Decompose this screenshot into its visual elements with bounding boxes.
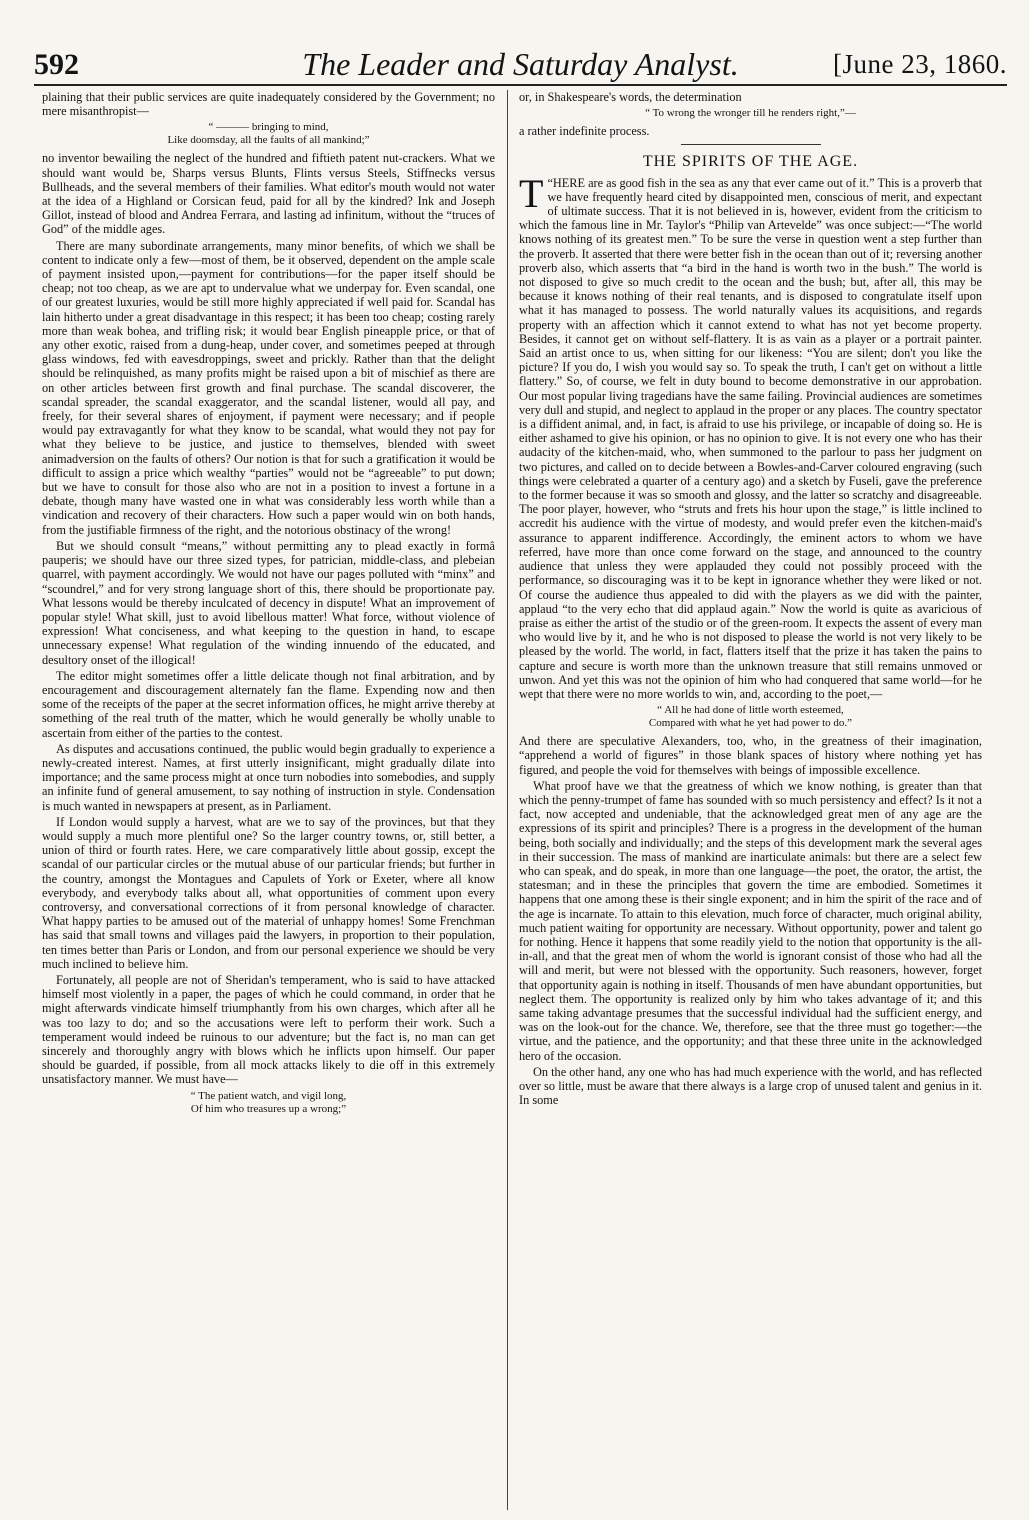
article-body-opening xyxy=(519,170,982,702)
right-column xyxy=(519,90,982,1510)
paragraph: What proof have we that the greatness of which we know nothing, is greater than that which the penny-trumpet of fame has sounded with so much persistency and effect? Is it not a fact, now accepted and undeniable, that the acknowledged great men of any age are the expressions of its spirit and principles? There is a progress in the development of the human being, both socially and individually; and the steps of this development mark the several ages in their succession. The mass of mankind are inarticulate animals: but there are a select few who can speak, and do speak, in more than one language—the poet, the orator, the artist, the statesman; and in these the principles that govern the time are embodied. Sometimes it happens that one among these is their single exponent; and in him the spirit of the race and of the age is incarnate. To attain to this elevation, much force of character, much original ability, much patient waiting for opportunity are necessary. Without opportunity, power and talent go for nothing. Hence it happens that some readily yield to the notion that opportunity is the all-in-all, and that the great men of whom the world is ignorant consist of those who had all the will and merit, but were not blessed with the opportunity. Such reasoners, however, forget that opportunity again is nothing in itself. Thousands of men have abundant opportunities, but neglect them. The opportunity is realized only by him who takes advantage of it; and this same taking advantage presumes that the successful individual had the sufficient energy, and was on the look-out for the chance. We, therefore, see that the three must go together:—the virtue, and the patience, and the opportunity; and that these three unite in the acknowledged hero of the occasion. xyxy=(519,778,982,1063)
paragraph: The editor might sometimes offer a little delicate though not final arbitration, and by encouragement and discouragement alternately fan the flame. Expending now and then some of the receipts of the paper at the secret information offices, he might arrive thereby at something of the real truth of the matter, which he would generally be wholly unable to ascertain from either of the parties to the contest. xyxy=(42,668,495,740)
verse-quote xyxy=(42,1090,495,1116)
paragraph: or, in Shakespeare's words, the determination xyxy=(519,90,742,104)
left-column xyxy=(42,90,495,1510)
paragraph: If London would supply a harvest, what are we to say of the provinces, but that they would supply a much more plentiful one? So the larger country towns, or, still better, a union of third or fourth rates. Here, we care comparatively little about gossip, except the scandal of our particular circles or the mutual abuse of our particular friends; but further in the country, amongst the Montagues and Capulets of York or Exeter, where all know everybody, and everybody talks about all, what opportunities of comment upon every controversy, and conversational corrections of it from personal knowledge of character. What happy parties to be amused out of the material of unhappy homes! Some Frenchman has said that small towns and villages paid the lawyers, in proportion to their population, ten times better than Paris or London, and from our personal experience we should be very much inclined to believe him. xyxy=(42,814,495,971)
column-divider xyxy=(507,90,508,1510)
section-divider xyxy=(681,144,821,145)
verse-line: “ All he had done of little worth esteemed, xyxy=(657,704,844,717)
article-title: THE SPIRITS OF THE AGE. xyxy=(642,153,859,171)
verse-line: Like doomsday, all the faults of all mankind;” xyxy=(167,134,370,147)
verse-line: “ The patient watch, and vigil long, xyxy=(190,1089,347,1102)
issue-date: [June 23, 1860. xyxy=(833,49,1007,79)
paragraph: no inventor bewailing the neglect of the hundred and fiftieth patent nut-crackers. What we should want would be, Sharps versus Blunts, Flints versus Steels, Stiffnecks versus Bullheads, and the several members of their families. What editor's mouth would not water at the idea of a Highland or Corsican feud, paid for all by the kindred? Ink and Joseph Gillot, instead of blood and Andrea Ferrara, and lasting ad infinitum, without the “truces of God” of the middle ages. xyxy=(42,151,495,237)
verse-line: Compared with what he yet had power to do.” xyxy=(648,717,853,730)
paragraph-text: “HERE are as good fish in the sea as any that ever came out of it.” This is a proverb that we have frequently heard cited by disappointed men, conscious of merit, and expectant of ultimate success. That it is not believed in is, however, evident from the criticism to which the famous line in Mr. Taylor's “Philip van Artevelde” was once subject:—“The world knows nothing of its greatest men.” To be sure the verse in question went a step further than the proverb. It asserted that there were better fish in the ocean than out of it; reversing another proverb also, which asserts that “a bird in the hand is worth two in the bush.” The world is not disposed to give so much credit to the ocean and the bush; but, after all, this may be because it knows nothing of their real tenants, and is disposed to congratulate itself upon what it has managed to possess. The world naturally values its acquisitions, and regards property with an affection which it cannot extend to what has not yet become property. Besides, it cannot get on without self-flattery. It is as vain as a player or a portrait painter. Said an artist once to us, when sitting for our likeness: “You are silent; don't you like the picture? If you do, I wish you would say so. To speak the truth, I can't get on without a little flattery.” So, of course, we felt in duty bound to become demonstrative in our approbation. Our most popular living tragedians have the same failing. Provincial audiences are sometimes very dull and stupid, and neglect to applaud in the proper or any places. The country spectator is a diffident animal, and, in fact, is afraid to use his privilege, or incapable of doing so. He is either ashamed to give his opinion, or has no opinion to give. It is not every one who has their audacity of the kitchen-maid, who, when summoned to the parlour to pass her judgment on two pictures, and called on to decide between a Bowles-and-Carver coloured engraving (such things were celebrated a quarter of a century ago) and a sketch by Fuseli, gave the preference to the former because it was so smooth and glossy, and the latter so scratchy and disagreeable. The poor player, however, who “struts and frets his hour upon the stage,” is little inclined to accredit his audience with the virtue of modesty, and would prefer even the kitchen-maid's assurance to apparent indifference. Accordingly, the eminent actors to whom we have referred, have more than once come forward on the stage, and announced to the country audience that unless they were applauded they could not possibly proceed with the performance, so discouraging was it to be kept in ignorance whether they were liked or not. Of course the audience thus appealed to did with the players as we did with the painter, applaud “to the very echo that did applaud again.” Now the world is quite as avaricious of praise as either the artist of the studio or of the green-room. It expects the assent of every man who would live by it, and he who is not disposed to please the world is not very likely to be pleased by the world. The world, in fact, flatters itself that the prize it has taken the pains to capture and secure is worth more than the unknown treasure that still remains unmoved or unwon. And yet this was not the opinion of him who had conquered that same world—for he wept that there were no more worlds to win, and, according to the poet,— xyxy=(519,175,982,701)
page-header xyxy=(34,44,1007,86)
verse-line: “ To wrong the wronger till he renders right,”— xyxy=(645,107,856,120)
paragraph: a rather indefinite process. xyxy=(519,124,650,139)
paragraph: On the other hand, any one who has had much experience with the world, and has reflected over so little, must be aware that there always is a large crop of unused talent and genius in it. In some xyxy=(519,1064,982,1108)
publication-title: The Leader and Saturday Analyst. xyxy=(302,46,739,82)
verse-quote xyxy=(519,704,982,730)
verse-line: Of him who treasures up a wrong;” xyxy=(190,1102,347,1115)
verse-quote xyxy=(42,121,495,147)
paragraph: plaining that their public services are quite inadequately considered by the Government; no mere misanthropist— xyxy=(42,90,495,119)
paragraph: Fortunately, all people are not of Sheridan's temperament, who is said to have attacked himself most violently in a paper, the pages of which he could command, in order that he might afterwards vindicate himself triumphantly from his own charges, which after all he was too lazy to do; and so the accusations were left to perform their work. Such a temperament would indeed be ruinous to our adventure; but the fact is, no man can get sincerely and thoroughly angry with blows which he inflicts upon himself. Our paper should be guarded, if possible, from all mock attacks likely to die off in this extremely unsatisfactory manner. We must have— xyxy=(42,972,495,1087)
paragraph: And there are speculative Alexanders, too, who, in the greatness of their imagination, “apprehend a world of figures” in those blank spaces of history where nothing yet has figured, and people the void for themselves with beings of impossible excellence. xyxy=(519,734,982,777)
page-number: 592 xyxy=(34,48,79,81)
paragraph: But we should consult “means,” without permitting any to plead exactly in formâ pauperis; we should have our three sized types, for patrician, middle-class, and plebeian quarrel, with payment accordingly. We would not have our pages polluted with “minx” and “scoundrel,” and for very strong language short of this, there should be proportionate pay. What lessons would be thereby inculcated of decency in dispute! What an improvement of popular style! What skill, just to avoid libellous matter! What force, without violence of expression! What conciseness, and what keeping to the question in hand, to escape unnecessary expense! What regulation of the winding innuendo of the educated, and desultory onset of the illogical! xyxy=(42,538,495,667)
verse-quote xyxy=(519,107,982,120)
drop-cap: T xyxy=(519,170,544,216)
verse-line: “ ——— bringing to mind, xyxy=(208,121,329,134)
paragraph: There are many subordinate arrangements, many minor benefits, of which we shall be content to indicate only a few—most of them, be it observed, dependent on the ample scale of payment insisted upon,—payment for contributions—for the paper itself should be cheap; not too cheap, as we are apt to undervalue what we underpay for. Even scandal, one of our greatest luxuries, would be still more highly appreciated if well paid for. Scandal has lain hitherto under a great disadvantage in this respect; it has been too cheap; costing rarely more than weak bohea, and trifling risk; it would bear English pineapple price, or that of any other exotic, raised from a dung-heap, under cover, and sometimes peeped at through glass windows, fed with eavesdroppings, sweet and prickly. Rather than that the delight should be relinquished, as many profits might be raised upon a bit of mischief as there are on other articles between first growth and final purchase. The scandal discoverer, the scandal spreader, the scandal exaggerator, and the scandal listener, would all pay, and freely, for their several shares of enjoyment, if payment were necessary; and if people would pay extravagantly for what they know to be scandal, what would they not pay for what they believe to be justice, and justice to themselves, blended with sweet animadversion on the faults of others? Our notion is that for such a gratification it would be difficult to assign a price which wealthy “parties” would not be “agreeable” to put down; but we have to consult for those also who are not in a position to invest a fortune in a debate, though many have wasted one in what was considerably less worth while than a vindication and recovery of their characters. How such a paper would win on both hands, from the justifiable firmness of the right, and the notorious obstinacy of the wrong! xyxy=(42,238,495,537)
paragraph: As disputes and accusations continued, the public would begin gradually to experience a newly-created interest. Names, at first utterly insignificant, might gradually dilate into importance; and the same process might at once turn nobodies into somebodies, and supply an infinite fund of general amusement, to say nothing of instruction in style. Condensation is much wanted in newspapers at present, as in Parliament. xyxy=(42,741,495,813)
